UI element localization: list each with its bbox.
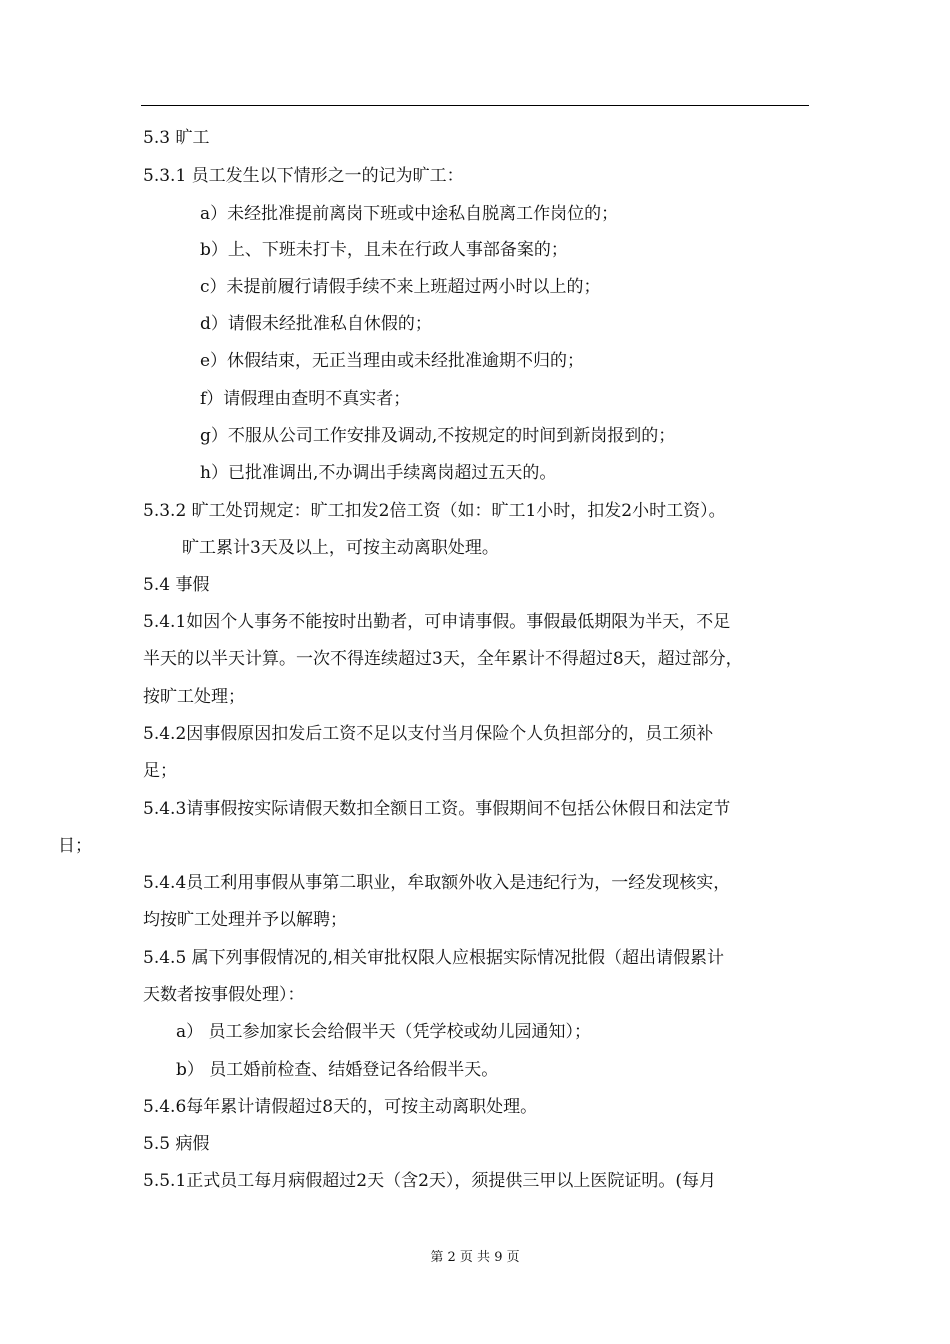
list-item: e）休假结束，无正当理由或未经批准逾期不归的； xyxy=(200,351,585,371)
paragraph-line: 5.3.2 旷工处罚规定：旷工扣发2倍工资（如：旷工1小时，扣发2小时工资）。 xyxy=(143,501,726,521)
list-item: a） 员工参加家长会给假半天（凭学校或幼儿园通知）； xyxy=(176,1022,592,1042)
paragraph-line: 5.4.2因事假原因扣发后工资不足以支付当月保险个人负担部分的，员工须补 xyxy=(143,724,714,744)
paragraph-line: 5.4.6每年累计请假超过8天的，可按主动离职处理。 xyxy=(143,1097,538,1117)
paragraph-line: 5.5.1正式员工每月病假超过2天（含2天），须提供三甲以上医院证明。(每月 xyxy=(143,1171,717,1191)
list-item: c）未提前履行请假手续不来上班超过两小时以上的； xyxy=(200,277,601,297)
list-item: f）请假理由查明不真实者； xyxy=(200,389,411,409)
paragraph-line: 5.4.3请事假按实际请假天数扣全额日工资。事假期间不包括公休假日和法定节 xyxy=(143,799,731,819)
paragraph-line: 旷工累计3天及以上，可按主动离职处理。 xyxy=(182,538,499,558)
list-item: a）未经批准提前离岗下班或中途私自脱离工作岗位的； xyxy=(200,204,619,224)
paragraph-line: 足； xyxy=(143,761,177,781)
paragraph-line: 半天的以半天计算。一次不得连续超过3天，全年累计不得超过8天，超过部分， xyxy=(143,649,743,669)
section-heading: 5.5 病假 xyxy=(143,1134,210,1154)
paragraph-line: 5.4.5 属下列事假情况的,相关审批权限人应根据实际情况批假（超出请假累计 xyxy=(143,948,725,968)
list-item: d）请假未经批准私自休假的； xyxy=(200,314,432,334)
paragraph-line: 均按旷工处理并予以解聘； xyxy=(143,910,347,930)
paragraph-line: 5.4.1如因个人事务不能按时出勤者，可申请事假。事假最低期限为半天，不足 xyxy=(143,612,731,632)
list-item: h）已批准调出,不办调出手续离岗超过五天的。 xyxy=(200,463,557,483)
list-item: g）不服从公司工作安排及调动,不按规定的时间到新岗报到的； xyxy=(200,426,676,446)
list-item: b）上、下班未打卡，且未在行政人事部备案的； xyxy=(200,240,568,260)
header-rule xyxy=(141,105,809,106)
paragraph-line: 天数者按事假处理）： xyxy=(143,985,305,1005)
section-heading: 5.4 事假 xyxy=(143,575,210,595)
list-item: b） 员工婚前检查、结婚登记各给假半天。 xyxy=(176,1060,499,1080)
paragraph-line: 日； xyxy=(58,836,92,856)
paragraph-line: 5.3.1 员工发生以下情形之一的记为旷工： xyxy=(143,166,464,186)
paragraph-line: 5.4.4员工利用事假从事第二职业，牟取额外收入是违纪行为，一经发现核实， xyxy=(143,873,731,893)
paragraph-line: 按旷工处理； xyxy=(143,687,245,707)
page-number-footer: 第 2 页 共 9 页 xyxy=(430,1250,520,1265)
section-heading: 5.3 旷工 xyxy=(143,128,210,148)
